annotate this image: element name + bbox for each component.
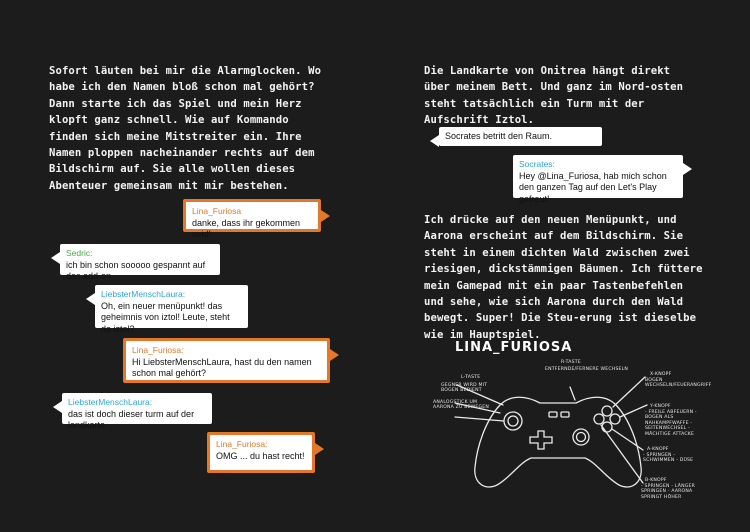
sketch-title: LINA_FURIOSA bbox=[455, 340, 573, 355]
chat-bubble-system bbox=[439, 127, 602, 146]
label-x-knopf: X-KNOPF bbox=[650, 372, 672, 377]
chat-message: OMG ... du hast recht! bbox=[216, 450, 305, 461]
label-visible: GEGNER WIRD MIT BOGEN BEDIENT bbox=[441, 383, 488, 394]
chat-username: Lina_Furiosa: bbox=[216, 439, 268, 449]
chat-message: Hey @Lina_Furiosa, hab mich schon den ganzen Tag auf den Let's Play gefreut! bbox=[519, 170, 667, 204]
chat-message: Oh, ein neuer menüpunkt! das geheimnis von iztol! Leute, steht da iztol? bbox=[101, 300, 230, 334]
chat-bubble-laura-2 bbox=[62, 393, 212, 430]
chat-username: Lina_Furiosa: bbox=[132, 345, 184, 355]
chat-message: das ist doch dieser turm auf der landkarte bbox=[68, 408, 195, 430]
chat-bubble-lina-1 bbox=[183, 199, 321, 239]
label-y-desc: - FREILE ABFEUERN - BOGEN ALS NAHKAMPFWAFFE - SEITENWECHSEL - MÄCHTIGE ATTACKE bbox=[645, 410, 697, 437]
label-b-knopf: B-KNOPF bbox=[645, 478, 667, 483]
label-y-knopf: Y-KNOPF bbox=[650, 404, 671, 409]
chat-bubble-socrates bbox=[513, 155, 683, 204]
label-r-taste: R-TASTE bbox=[561, 360, 581, 365]
label-analog: ANALOGSTICK UM AARONA ZU BEWEGEN bbox=[433, 400, 490, 411]
right-paragraph-1: Die Landkarte von Onitrea hängt direkt über meinem Bett. Und ganz im Nord-osten steht tatsächlich ein Turm mit der Aufschrift Iztol. bbox=[424, 65, 684, 127]
label-l-taste: L-TASTE bbox=[461, 375, 481, 380]
chat-message: Socrates betritt den Raum. bbox=[445, 131, 553, 141]
chat-message: danke, dass ihr gekommen seid! bbox=[192, 217, 301, 239]
chat-bubble-sedric bbox=[60, 244, 220, 281]
label-r-taste-desc: ENTFERNDE/FERNERE WECHSELN bbox=[545, 367, 629, 372]
right-page bbox=[375, 0, 750, 532]
label-b-desc: - SPRINGEN - LÄNGER SPRINGEN - AARONA SPRINGT HÖHER bbox=[641, 484, 695, 500]
label-x-desc: BOGEN WECHSELN/FEUERANGRIFF bbox=[645, 378, 712, 389]
chat-username: Sedric: bbox=[66, 248, 93, 258]
chat-message: Hi LiebsterMenschLaura, hast du den namen schon mal gehört? bbox=[132, 356, 312, 378]
label-a-knopf: A-KNOPF bbox=[647, 447, 669, 452]
chat-username: Lina_Furiosa bbox=[192, 206, 242, 216]
chat-bubble-lina-3 bbox=[207, 432, 315, 473]
chat-bubble-laura-1 bbox=[95, 285, 248, 334]
chat-username: Socrates: bbox=[519, 159, 555, 169]
left-paragraph: Sofort läuten bei mir die Alarmglocken. Wo habe ich den Namen bloß schon mal gehört? Dann starte ich das Spiel und mein Herz klopft ganz schnell. Wie auf Kommando finden sich meine Mitstreiter ein. Ihre Namen ploppen nacheinander rechts auf dem Bildschirm auf. Sie alle wollen dieses Abenteuer gemeinsam mit mir bestehen. bbox=[49, 65, 322, 192]
right-paragraph-2: Ich drücke auf den neuen Menüpunkt, und Aarona erscheint auf dem Bildschirm. Sie steht in einem dichten Wald zwischen zwei riesigen, dickstämmigen Bäumen. Ich füttere mein Gamepad mit ein paar Tastenbefehlen und sehe, wie sich Aarona durch den Wald bewegt. Super! Die Steu-erung ist dieselbe wie im Hauptspiel. bbox=[424, 214, 703, 341]
chat-message: ich bin schon sooooo gespannt auf das add-on bbox=[66, 259, 206, 281]
chat-bubble-lina-2 bbox=[123, 338, 330, 383]
chat-username: LiebsterMenschLaura: bbox=[101, 289, 186, 299]
chat-username: LiebsterMenschLaura: bbox=[68, 397, 153, 407]
label-a-desc: - SPRINGEN - SCHWIMMEN - DÜSE bbox=[643, 453, 694, 464]
